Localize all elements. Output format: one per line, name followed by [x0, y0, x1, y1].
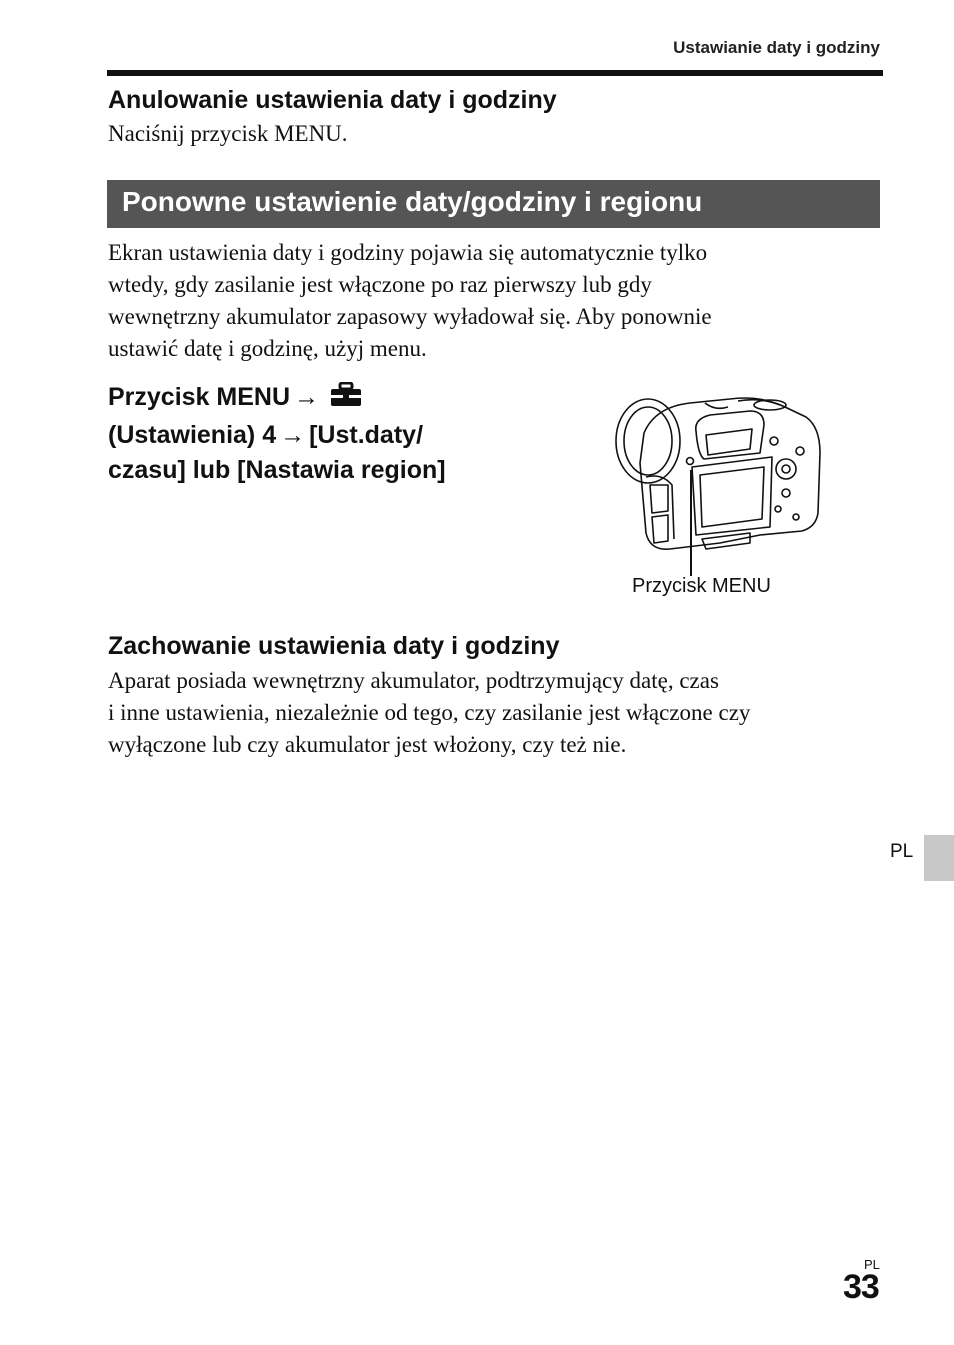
paragraph-line: wtedy, gdy zasilanie jest włączone po raz pierwszy lub gdy: [108, 272, 652, 297]
procedure-line-2: [108, 418, 568, 453]
keep-heading: Zachowanie ustawienia daty i godziny: [108, 632, 560, 660]
section-title: Ponowne ustawienie daty/godziny i regionu: [122, 186, 703, 217]
date-time-option: [Ust.daty/: [309, 421, 424, 449]
cancel-text: Naciśnij przycisk MENU.: [108, 121, 348, 146]
paragraph-line: wyłączone lub czy akumulator jest włożony, czy też nie.: [108, 732, 627, 757]
paragraph-line: wewnętrzny akumulator zapasowy wyładował się. Aby ponownie: [108, 304, 712, 329]
paragraph-line: ustawić datę i godzinę, użyj menu.: [108, 336, 427, 361]
running-header: Ustawianie daty i godziny: [673, 38, 880, 57]
header-rule: [107, 70, 883, 76]
paragraph-line: i inne ustawienia, niezależnie od tego, czy zasilanie jest włączone czy: [108, 700, 751, 725]
page-number: 33: [843, 1268, 879, 1306]
callout-line: [690, 470, 692, 576]
page-language: PL: [864, 1257, 880, 1272]
language-tab: [924, 835, 954, 881]
menu-button-callout: Przycisk MENU: [632, 575, 771, 597]
section-title-bar: [107, 180, 880, 228]
cancel-heading: Anulowanie ustawienia daty i godziny: [108, 86, 557, 114]
camera-illustration: [610, 393, 830, 573]
paragraph-line: Ekran ustawienia daty i godziny pojawia się automatycznie tylko: [108, 240, 708, 265]
settings-menu-label: (Ustawienia) 4: [108, 421, 277, 449]
procedure-line-1: [108, 380, 568, 418]
toolbox-icon: [329, 382, 363, 418]
menu-button-label: Przycisk MENU: [108, 383, 291, 411]
language-tab-label: PL: [890, 841, 914, 862]
keep-paragraph: [108, 665, 898, 761]
procedure-line-3: czasu] lub [Nastawia region]: [108, 456, 446, 484]
arrow-icon: →: [294, 383, 320, 411]
paragraph-line: Aparat posiada wewnętrzny akumulator, podtrzymujący datę, czas: [108, 668, 719, 693]
arrow-icon: →: [280, 421, 306, 449]
reset-paragraph: [108, 237, 888, 365]
procedure-steps: [108, 380, 568, 488]
